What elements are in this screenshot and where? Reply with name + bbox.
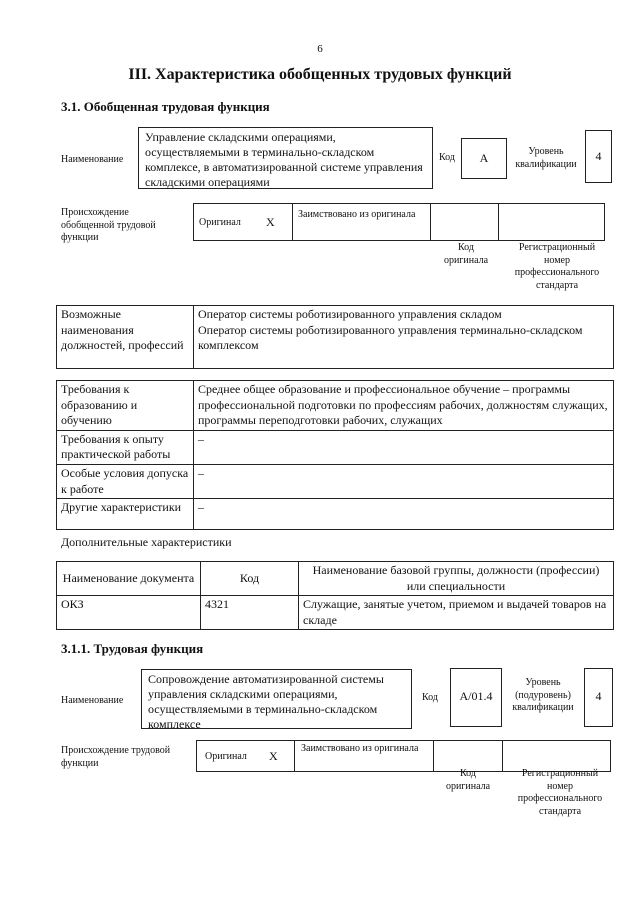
section-heading-3-1: 3.1. Обобщенная трудовая функция	[61, 99, 270, 114]
requirement-value: Среднее общее образование и профессиональное обучение – программы профессиональной подготовки по профессиям рабочих, должностям служащих, программы переподготовки рабочих, служащих	[194, 381, 614, 431]
function-name-box	[138, 127, 433, 189]
reg-number-label: Регистрационный номер профессионального стандарта	[514, 242, 600, 291]
section-heading-3-1-1: 3.1.1. Трудовая функция	[61, 641, 204, 656]
table-row	[57, 562, 614, 596]
table-row	[57, 596, 614, 630]
kod-originala-label-2: Код оригинала	[445, 768, 491, 792]
origin-label: Происхождение обобщенной трудовой функции	[61, 207, 156, 243]
requirement-label: Требования к образованию и обучению	[57, 381, 194, 431]
borrowed-label-2: Заимствовано из оригинала	[301, 743, 419, 754]
table-row	[57, 499, 614, 530]
original-label-2: Оригинал	[205, 751, 247, 762]
kod-label-2: Код	[422, 692, 438, 703]
header-group-name: Наименование базовой группы, должности (профессии) или специальности	[299, 562, 614, 596]
function-name: Управление складскими операциями, осуществляемыми в терминально-складском комплексе, в автоматизированной системе управления складскими операциями	[145, 130, 423, 189]
naimenovanie-label: Наименование	[61, 154, 124, 165]
table-row	[57, 464, 614, 498]
uroven-label: Уровень квалификации	[515, 146, 577, 170]
cell-document: ОКЗ	[57, 596, 201, 630]
requirements-table	[56, 380, 614, 530]
kod-value-2: A/01.4	[459, 689, 493, 703]
uroven-value-box-2	[584, 668, 613, 727]
additional-heading: Дополнительные характеристики	[61, 535, 232, 549]
function-name-box-2	[141, 669, 412, 729]
reg-number-label-2: Регистрационный номер профессионального стандарта	[517, 768, 603, 817]
kod-value: A	[479, 151, 489, 165]
positions-table	[56, 305, 614, 369]
requirement-label: Другие характеристики	[57, 499, 194, 530]
uroven-value-box	[585, 130, 612, 183]
cell-code: 4321	[201, 596, 299, 630]
table-row	[57, 381, 614, 431]
kod-originala-label: Код оригинала	[443, 242, 489, 266]
uroven-value-2: 4	[595, 689, 602, 703]
naimenovanie-label-2: Наименование	[61, 695, 124, 706]
page-title: III. Характеристика обобщенных трудовых функций	[128, 66, 512, 83]
table-row	[57, 430, 614, 464]
original-mark: X	[266, 215, 275, 229]
table-row	[57, 306, 614, 369]
additional-table	[56, 561, 614, 630]
kod-label: Код	[439, 152, 455, 163]
origin-table	[193, 203, 605, 241]
requirement-value: –	[194, 499, 614, 530]
page-number: 6	[317, 43, 323, 55]
requirement-label: Требования к опыту практической работы	[57, 430, 194, 464]
original-mark-2: X	[269, 749, 278, 763]
uroven-label-2: Уровень (подуровень) квалификации	[512, 677, 574, 713]
requirement-value: –	[194, 430, 614, 464]
requirement-label: Особые условия допуска к работе	[57, 464, 194, 498]
header-code: Код	[201, 562, 299, 596]
borrowed-label: Заимствовано из оригинала	[298, 209, 416, 220]
requirement-value: –	[194, 464, 614, 498]
cell-group-name: Служащие, занятые учетом, приемом и выдачей товаров на складе	[299, 596, 614, 630]
original-label: Оригинал	[199, 217, 241, 228]
header-document: Наименование документа	[57, 562, 201, 596]
kod-value-box	[461, 138, 507, 179]
positions-value: Оператор системы роботизированного управления складом Оператор системы роботизированного управления терминально-складском комплексом	[194, 306, 614, 369]
kod-value-box-2	[450, 668, 502, 727]
function-name-2: Сопровождение автоматизированной системы управления складскими операциями, осуществляемыми в терминально-складском комплексе	[148, 672, 384, 731]
origin-label-2: Происхождение трудовой функции	[61, 745, 171, 769]
positions-label: Возможные наименования должностей, профессий	[57, 306, 194, 369]
uroven-value: 4	[595, 149, 602, 163]
